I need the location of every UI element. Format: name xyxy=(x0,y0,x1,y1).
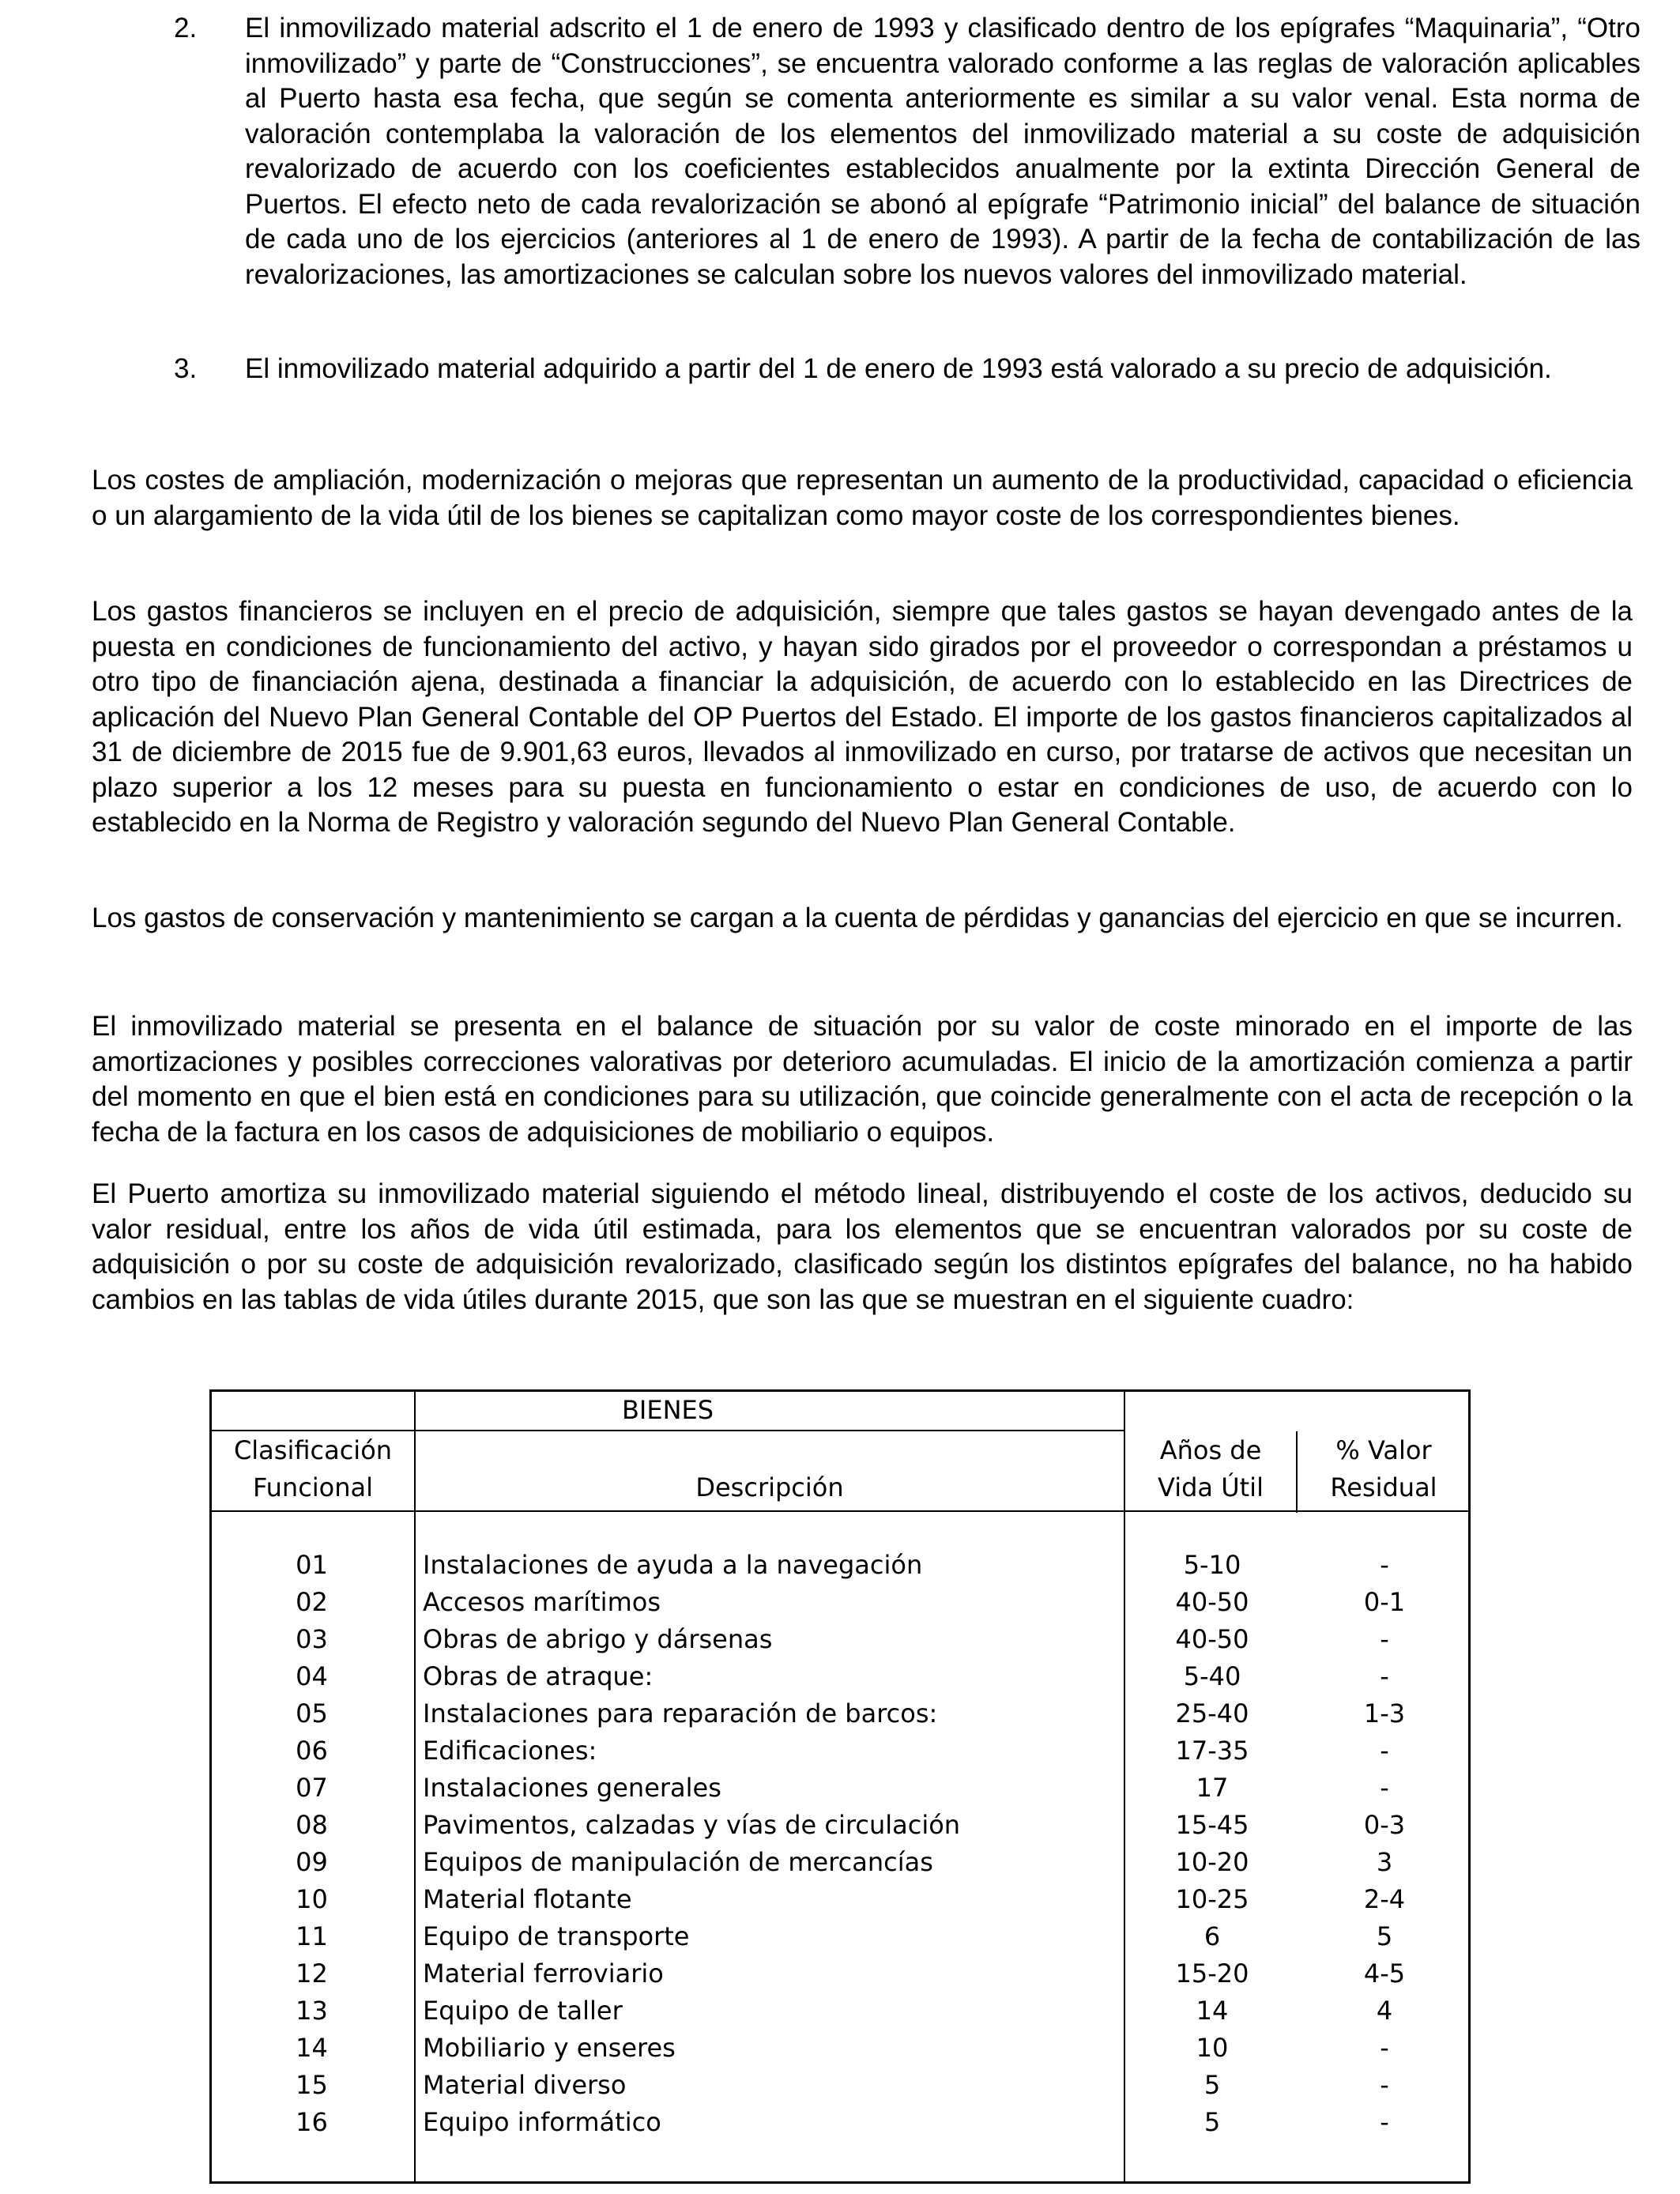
table-row xyxy=(212,1918,1468,1955)
cell-description: Material ferroviario xyxy=(423,1958,664,1989)
header-classification: Funcional xyxy=(252,1472,374,1502)
cell-code: 14 xyxy=(296,2033,328,2063)
table-row xyxy=(212,1584,1468,1621)
cell-residual: - xyxy=(1380,1661,1389,1691)
group-header: BIENES xyxy=(621,1395,714,1425)
cell-residual: - xyxy=(1380,2070,1389,2100)
item-text: El inmovilizado material adquirido a partir del 1 de enero de 1993 está valorado a su precio de adquisición. xyxy=(245,353,1552,384)
cell-residual: - xyxy=(1380,1624,1389,1654)
cell-description: Instalaciones generales xyxy=(423,1773,721,1803)
cell-years: 10 xyxy=(1196,2033,1229,2063)
cell-description: Material flotante xyxy=(423,1884,632,1914)
cell-years: 5 xyxy=(1203,2107,1221,2137)
cell-years: 5-10 xyxy=(1183,1550,1241,1580)
cell-code: 04 xyxy=(296,1661,328,1691)
cell-code: 05 xyxy=(296,1698,328,1728)
cell-residual: 0-1 xyxy=(1363,1587,1406,1617)
numbered-item xyxy=(174,11,1640,292)
cell-code: 13 xyxy=(296,1996,328,2026)
cell-description: Material diverso xyxy=(423,2070,627,2100)
table-row xyxy=(212,2104,1468,2141)
numbered-item xyxy=(174,352,1640,387)
table-row xyxy=(212,2030,1468,2067)
cell-years: 17 xyxy=(1196,1773,1229,1803)
cell-description: Pavimentos, calzadas y vías de circulación xyxy=(423,1810,961,1840)
cell-years: 15-20 xyxy=(1175,1958,1249,1989)
cell-code: 12 xyxy=(296,1958,328,1989)
cell-residual: 2-4 xyxy=(1363,1884,1406,1914)
table-row xyxy=(212,1770,1468,1807)
cell-description: Mobiliario y enseres xyxy=(423,2033,676,2063)
cell-years: 15-45 xyxy=(1175,1810,1249,1840)
table-row xyxy=(212,2067,1468,2104)
table-row xyxy=(212,1547,1468,1584)
cell-description: Instalaciones para reparación de barcos: xyxy=(423,1698,938,1728)
table-row xyxy=(212,1695,1468,1732)
table-divider xyxy=(212,1510,1468,1512)
cell-residual: - xyxy=(1380,1550,1389,1580)
cell-code: 11 xyxy=(296,1921,328,1951)
cell-code: 06 xyxy=(296,1736,328,1766)
table-body xyxy=(212,1547,1468,2141)
header-useful-life: Años de xyxy=(1159,1435,1262,1465)
cell-years: 40-50 xyxy=(1175,1624,1249,1654)
cell-residual: - xyxy=(1380,2107,1389,2137)
header-residual-value: % Valor xyxy=(1335,1435,1432,1465)
cell-years: 5-40 xyxy=(1183,1661,1241,1691)
cell-residual: - xyxy=(1380,2033,1389,2063)
cell-years: 40-50 xyxy=(1175,1587,1249,1617)
cell-description: Equipos de manipulación de mercancías xyxy=(423,1847,933,1877)
paragraph: Los costes de ampliación, modernización o mejoras que representan un aumento de la productividad, capacidad o eficiencia o un alargamiento de la vida útil de los bienes se capitalizan como mayor coste de los correspondientes bienes. xyxy=(92,465,1633,531)
cell-years: 10-20 xyxy=(1175,1847,1249,1877)
cell-description: Equipo de taller xyxy=(423,1996,623,2026)
cell-code: 07 xyxy=(296,1773,328,1803)
table-row xyxy=(212,1955,1468,1992)
cell-residual: 1-3 xyxy=(1363,1698,1406,1728)
header-residual-value: Residual xyxy=(1330,1472,1437,1502)
cell-code: 09 xyxy=(296,1847,328,1877)
cell-years: 6 xyxy=(1203,1921,1221,1951)
table-divider xyxy=(1124,1510,1125,1549)
paragraph: El inmovilizado material se presenta en el balance de situación por su valor de coste minorado en el importe de las amortizaciones y posibles correcciones valorativas por deterioro acumuladas. El inicio de la amortización comienza a partir del momento en que el bien está en condiciones para su utilización, que coincide generalmente con el acta de recepción o la fecha de la factura en los casos de adquisiciones de mobiliario o equipos. xyxy=(92,1011,1633,1148)
useful-life-table xyxy=(209,1389,1471,2184)
cell-years: 10-25 xyxy=(1175,1884,1249,1914)
paragraph: Los gastos de conservación y mantenimiento se cargan a la cuenta de pérdidas y ganancias del ejercicio en que se incurren. xyxy=(92,903,1623,933)
paragraph: Los gastos financieros se incluyen en el precio de adquisición, siempre que tales gastos se hayan devengado antes de la puesta en condiciones de funcionamiento del activo, y hayan sido girados por el proveedor o correspondan a préstamos u otro tipo de financiación ajena, destinada a financiar la adquisición, de acuerdo con lo establecido en las Directrices de aplicación del Nuevo Plan General Contable del OP Puertos del Estado. El importe de los gastos financieros capitalizados al 31 de diciembre de 2015 fue de 9.901,63 euros, llevados al inmovilizado en curso, por tratarse de activos que necesitan un plazo superior a los 12 meses para su puesta en funcionamiento o estar en condiciones de uso, de acuerdo con lo establecido en la Norma de Registro y valoración segundo del Nuevo Plan General Contable. xyxy=(92,596,1633,838)
cell-description: Obras de atraque: xyxy=(423,1661,654,1691)
cell-years: 14 xyxy=(1196,1996,1229,2026)
table-row xyxy=(212,1807,1468,1844)
table-divider xyxy=(212,1430,1124,1431)
cell-residual: 3 xyxy=(1376,1847,1393,1877)
table-row xyxy=(212,1992,1468,2030)
cell-description: Accesos marítimos xyxy=(423,1587,661,1617)
table-row xyxy=(212,1844,1468,1881)
header-description: Descripción xyxy=(695,1472,844,1502)
cell-residual: 0-3 xyxy=(1363,1810,1406,1840)
cell-description: Obras de abrigo y dársenas xyxy=(423,1624,773,1654)
cell-code: 15 xyxy=(296,2070,328,2100)
table-row xyxy=(212,1658,1468,1695)
table-row xyxy=(212,1621,1468,1658)
item-text: El inmovilizado material adscrito el 1 de enero de 1993 y clasificado dentro de los epígrafes “Maquinaria”, “Otro inmovilizado” y parte de “Construcciones”, se encuentra valorado conforme a las reglas de valoración aplicables al Puerto hasta esa fecha, que según se comenta anteriormente es similar a su valor venal. Esta norma de valoración contemplaba la valoración de los elementos del inmovilizado material a su coste de adquisición revalorizado de acuerdo con los coeficientes establecidos anualmente por la extinta Dirección General de Puertos. El efecto neto de cada revalorización se abonó al epígrafe “Patrimonio inicial” del balance de situación de cada uno de los ejercicios (anteriores al 1 de enero de 1993). A partir de la fecha de contabilización de las revalorizaciones, las amortizaciones se calculan sobre los nuevos valores del inmovilizado material. xyxy=(245,13,1640,290)
cell-residual: 4 xyxy=(1376,1996,1393,2026)
cell-residual: - xyxy=(1380,1773,1389,1803)
header-classification: Clasificación xyxy=(233,1435,393,1465)
cell-years: 25-40 xyxy=(1175,1698,1249,1728)
cell-residual: 4-5 xyxy=(1363,1958,1406,1989)
paragraph: El Puerto amortiza su inmovilizado material siguiendo el método lineal, distribuyendo el coste de los activos, deducido su valor residual, entre los años de vida útil estimada, para los elementos que se encuentran valorados por su coste de adquisición o por su coste de adquisición revalorizado, clasificado según los distintos epígrafes del balance, no ha habido cambios en las tablas de vida útiles durante 2015, que son las que se muestran en el siguiente cuadro: xyxy=(92,1178,1633,1315)
cell-description: Equipo informático xyxy=(423,2107,661,2137)
cell-residual: - xyxy=(1380,1736,1389,1766)
header-useful-life: Vida Útil xyxy=(1158,1472,1264,1502)
table-row xyxy=(212,1881,1468,1918)
cell-code: 03 xyxy=(296,1624,328,1654)
cell-years: 5 xyxy=(1203,2070,1221,2100)
cell-code: 08 xyxy=(296,1810,328,1840)
cell-description: Equipo de transporte xyxy=(423,1921,690,1951)
cell-description: Instalaciones de ayuda a la navegación xyxy=(423,1550,923,1580)
table-row xyxy=(212,1732,1468,1770)
cell-code: 01 xyxy=(296,1550,328,1580)
cell-description: Edificaciones: xyxy=(423,1736,597,1766)
cell-years: 17-35 xyxy=(1175,1736,1249,1766)
cell-residual: 5 xyxy=(1376,1921,1393,1951)
item-number: 2. xyxy=(174,13,198,43)
item-number: 3. xyxy=(174,353,198,384)
cell-code: 02 xyxy=(296,1587,328,1617)
cell-code: 16 xyxy=(296,2107,328,2137)
cell-code: 10 xyxy=(296,1884,328,1914)
